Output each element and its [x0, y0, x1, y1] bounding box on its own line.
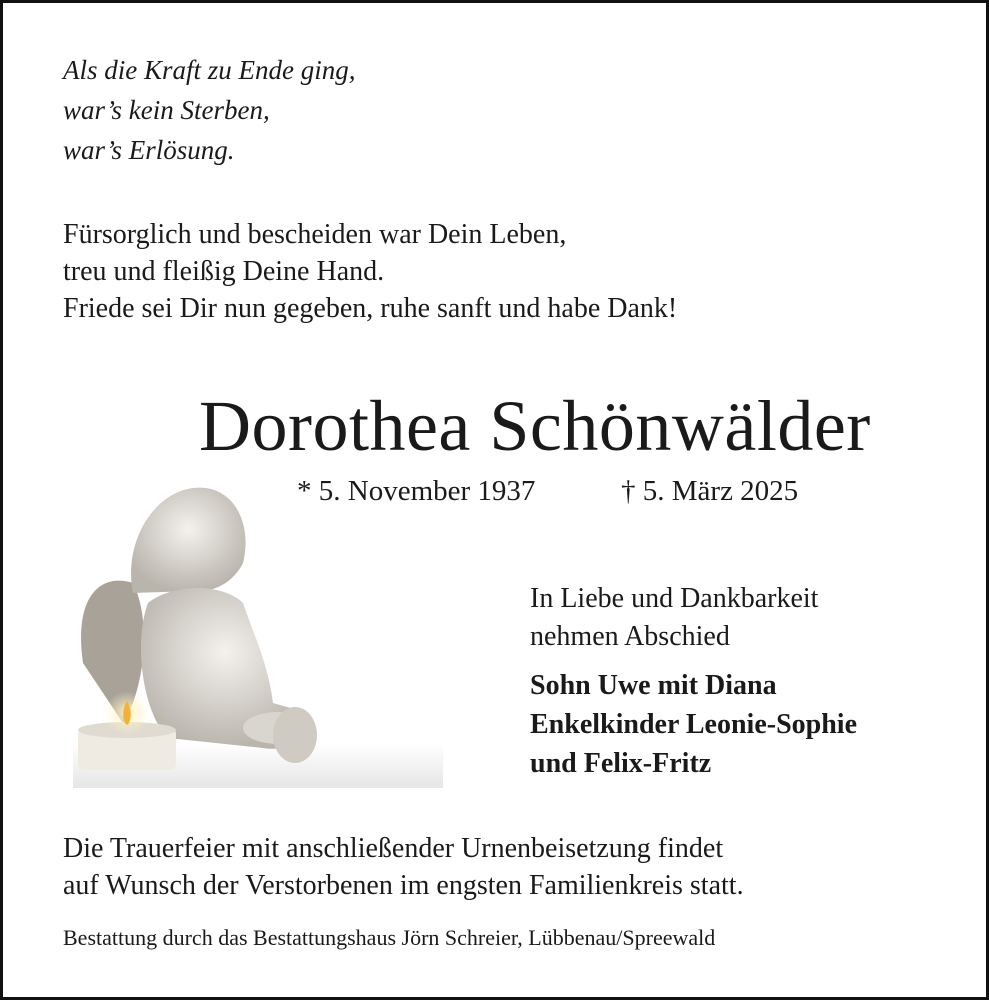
verse-line: Friede sei Dir nun gegeben, ruhe sanft und habe Dank!	[63, 293, 678, 324]
deceased-name: Dorothea Schönwälder	[199, 386, 871, 466]
farewell-line: nehmen Abschied	[530, 621, 730, 652]
farewell-line: In Liebe und Dankbarkeit	[530, 583, 819, 614]
verse-line: treu und fleißig Deine Hand.	[63, 256, 385, 287]
poem-line: war’s Erlösung.	[63, 135, 235, 165]
birth-date: * 5. November 1937	[297, 475, 536, 507]
mourner-line: Sohn Uwe mit Diana	[530, 670, 777, 701]
verse-line: Fürsorglich und bescheiden war Dein Leben,	[63, 219, 567, 250]
poem-line: Als die Kraft zu Ende ging,	[63, 55, 356, 85]
mourner-line: Enkelkinder Leonie-Sophie	[530, 709, 858, 740]
notice-line: Die Trauerfeier mit anschließender Urnenbeisetzung findet	[63, 833, 724, 864]
mourner-line: und Felix-Fritz	[530, 748, 712, 779]
funeral-home: Bestattung durch das Bestattungshaus Jörn Schreier, Lübbenau/Spreewald	[63, 925, 716, 950]
poem-line: war’s kein Sterben,	[63, 95, 270, 125]
angel-with-candle-image	[73, 473, 443, 793]
death-date: † 5. März 2025	[621, 475, 799, 507]
notice-line: auf Wunsch der Verstorbenen im engsten Familienkreis statt.	[63, 870, 744, 901]
